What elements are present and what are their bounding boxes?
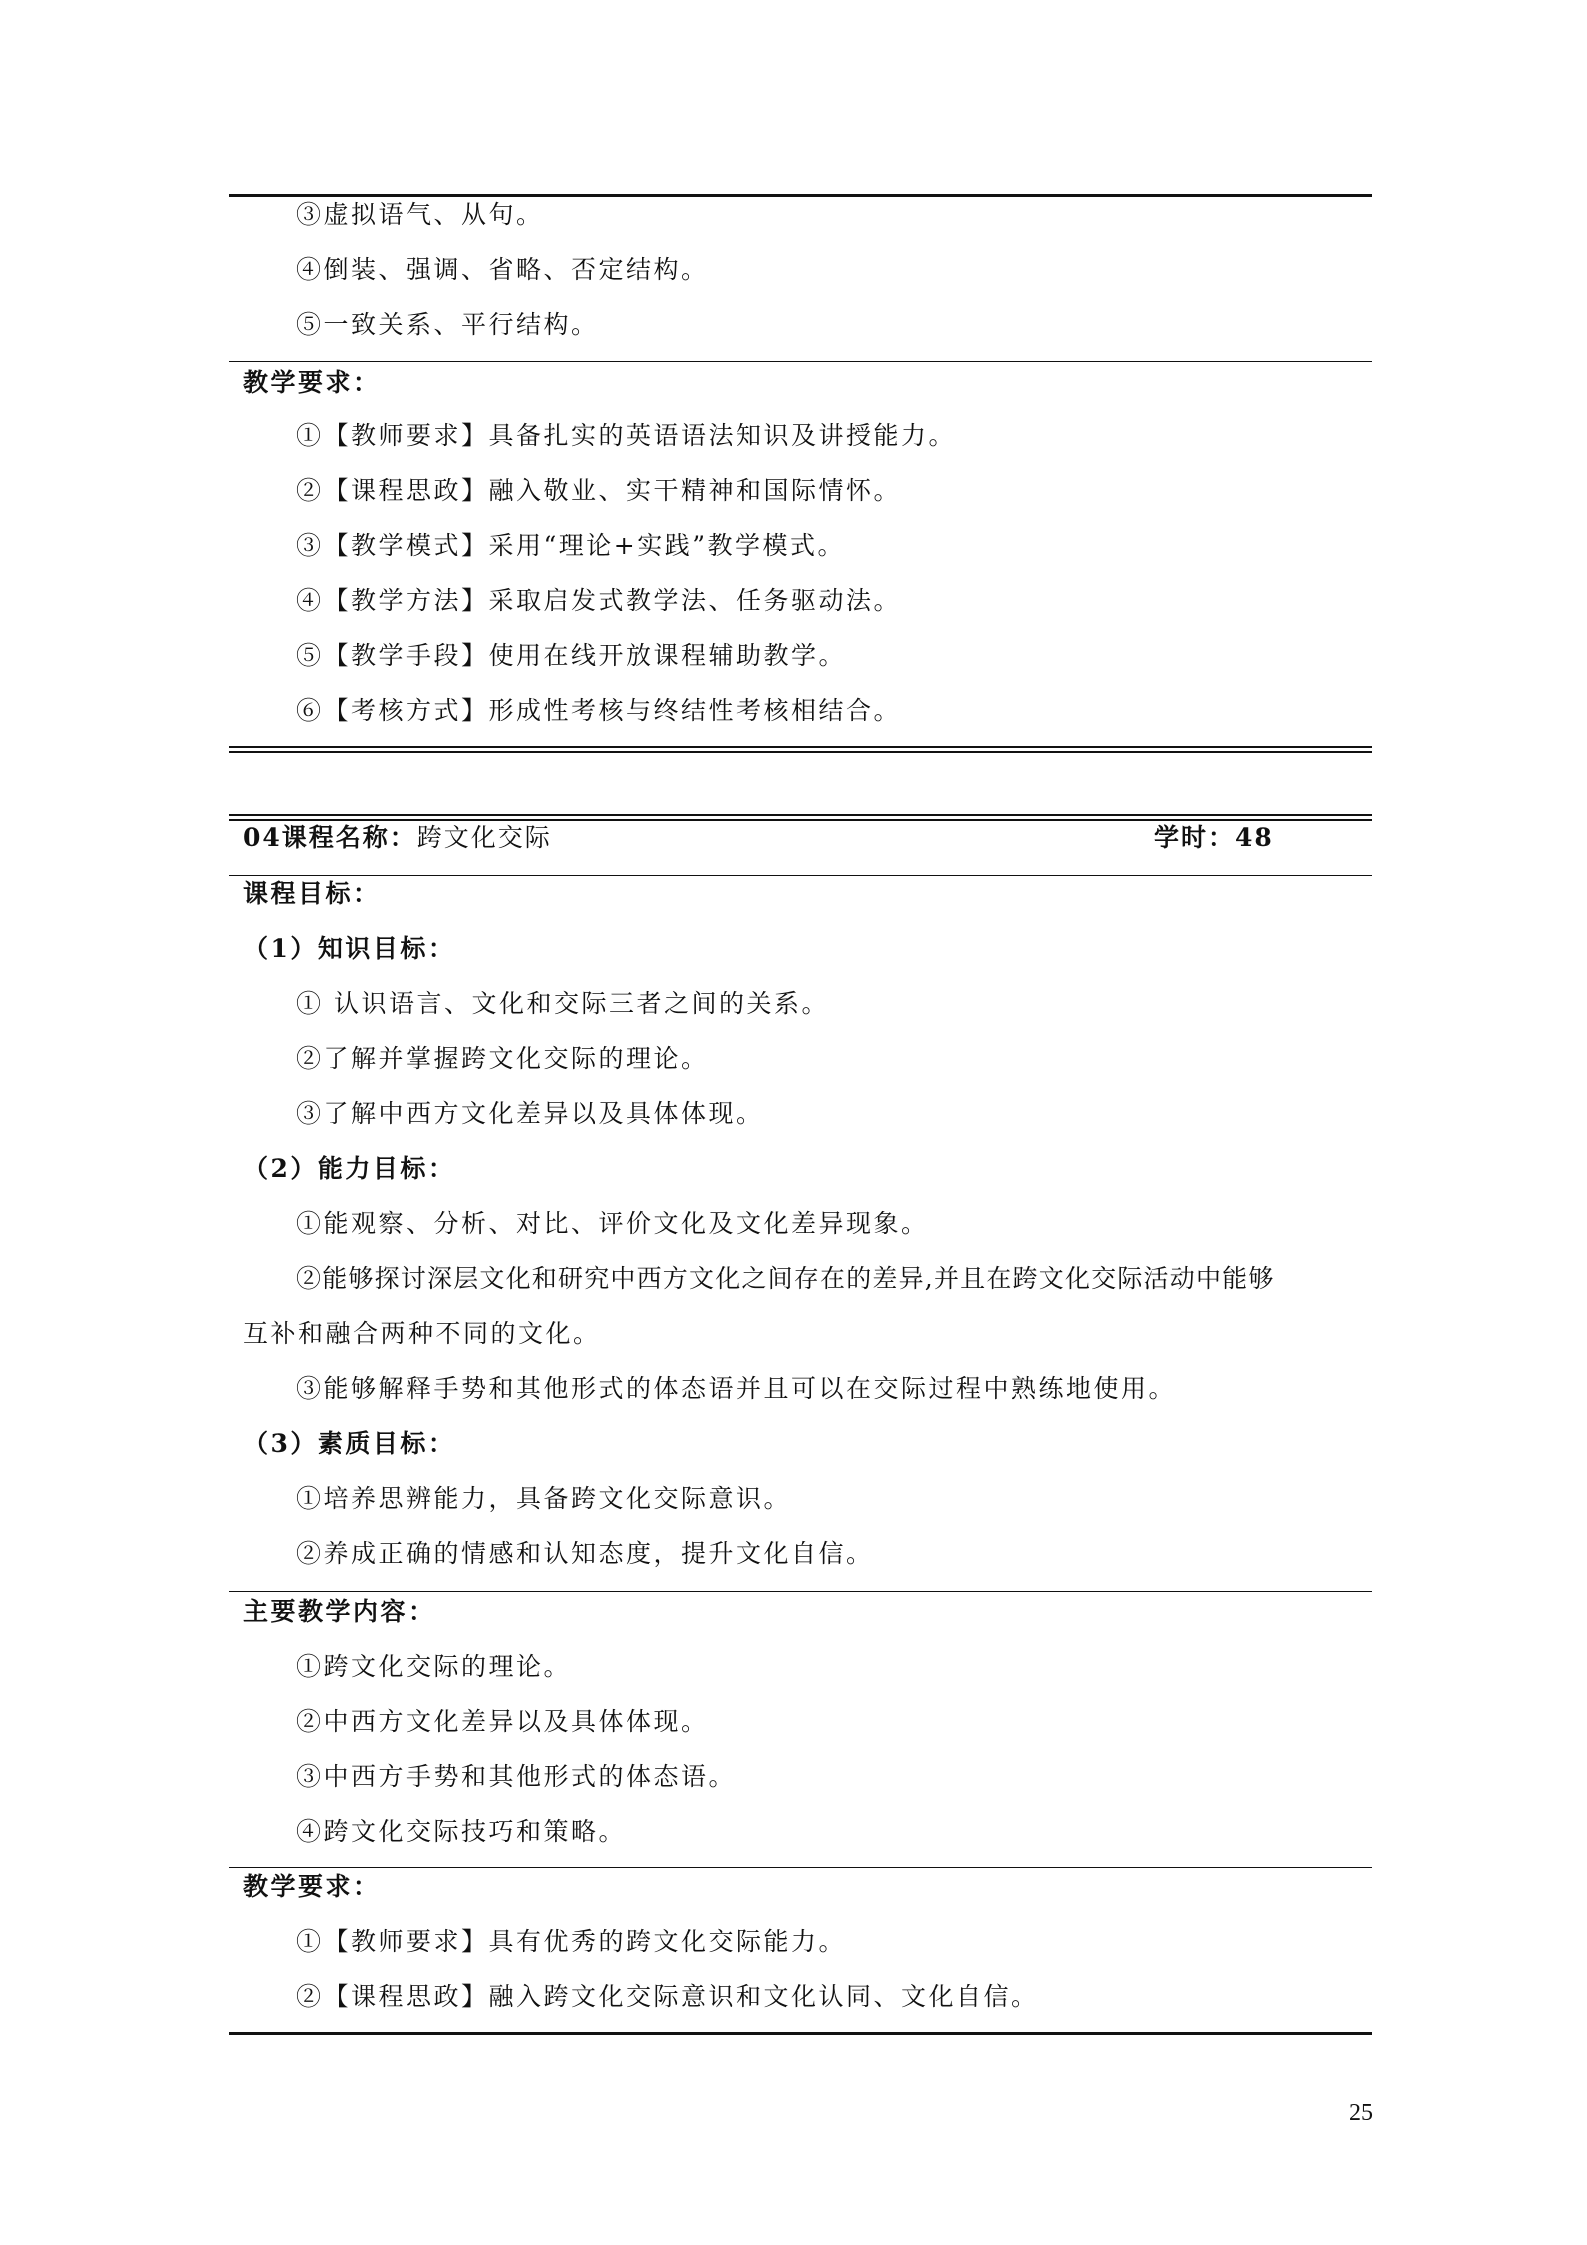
content-heading: 主要教学内容： (243, 1597, 436, 1626)
course-hours-row (1154, 822, 1274, 854)
page-number: 25 (1349, 2100, 1373, 2126)
quality-item: ②养成正确的情感和认知态度，提升文化自信。 (296, 1539, 874, 1568)
table-top-rule (229, 814, 1372, 816)
section-divider (229, 875, 1372, 876)
requirements-heading: 教学要求： (243, 1872, 381, 1901)
content-item: ③虚拟语气、从句。 (296, 200, 544, 229)
quality-heading: （3）素质目标： (243, 1429, 456, 1458)
ability-item: ③能够解释手势和其他形式的体态语并且可以在交际过程中熟练地使用。 (296, 1374, 1177, 1403)
knowledge-item: ②了解并掌握跨文化交际的理论。 (296, 1044, 709, 1073)
content-item: ④跨文化交际技巧和策略。 (296, 1817, 627, 1846)
table-top-rule (229, 819, 1372, 821)
ability-item: ①能观察、分析、对比、评价文化及文化差异现象。 (296, 1209, 929, 1238)
course-title-row (243, 822, 552, 854)
course-table-intercultural (229, 0, 1372, 2060)
knowledge-item: ① 认识语言、文化和交际三者之间的关系。 (296, 989, 829, 1018)
content-item: ③中西方手势和其他形式的体态语。 (296, 1762, 737, 1791)
content-item: ②中西方文化差异以及具体体现。 (296, 1707, 709, 1736)
course-title-value: 跨文化交际 (416, 823, 552, 852)
requirement-item: ③【教学模式】采用“理论+实践”教学模式。 (296, 531, 846, 560)
section-divider (229, 1867, 1372, 1868)
content-item: ①跨文化交际的理论。 (296, 1652, 572, 1681)
table-bottom-rule (229, 2032, 1372, 2035)
requirement-item: ②【课程思政】融入跨文化交际意识和文化认同、文化自信。 (296, 1982, 1039, 2011)
quality-item: ①培养思辨能力，具备跨文化交际意识。 (296, 1484, 792, 1513)
section-divider (229, 1591, 1372, 1592)
requirement-item: ①【教师要求】具备扎实的英语语法知识及讲授能力。 (296, 421, 957, 450)
ability-item-continued: 互补和融合两种不同的文化。 (243, 1319, 601, 1348)
requirement-item: ①【教师要求】具有优秀的跨文化交际能力。 (296, 1927, 847, 1956)
course-hours-value: 48 (1235, 823, 1274, 852)
course-hours-label: 学时： (1154, 823, 1236, 852)
requirement-item: ⑥【考核方式】形成性考核与终结性考核相结合。 (296, 696, 902, 725)
content-item: ④倒装、强调、省略、否定结构。 (296, 255, 709, 284)
requirement-item: ④【教学方法】采取启发式教学法、任务驱动法。 (296, 586, 902, 615)
requirement-item: ②【课程思政】融入敬业、实干精神和国际情怀。 (296, 476, 902, 505)
knowledge-heading: （1）知识目标： (243, 934, 456, 963)
requirements-heading: 教学要求： (243, 368, 381, 397)
goals-heading: 课程目标： (243, 879, 381, 908)
ability-heading: （2）能力目标： (243, 1154, 456, 1183)
requirement-item: ⑤【教学手段】使用在线开放课程辅助教学。 (296, 641, 847, 670)
content-item: ⑤一致关系、平行结构。 (296, 310, 599, 339)
knowledge-item: ③了解中西方文化差异以及具体体现。 (296, 1099, 764, 1128)
ability-item: ②能够探讨深层文化和研究中西方文化之间存在的差异,并且在跨文化交际活动中能够 (296, 1264, 1275, 1293)
course-title-label: 04课程名称： (243, 823, 417, 852)
